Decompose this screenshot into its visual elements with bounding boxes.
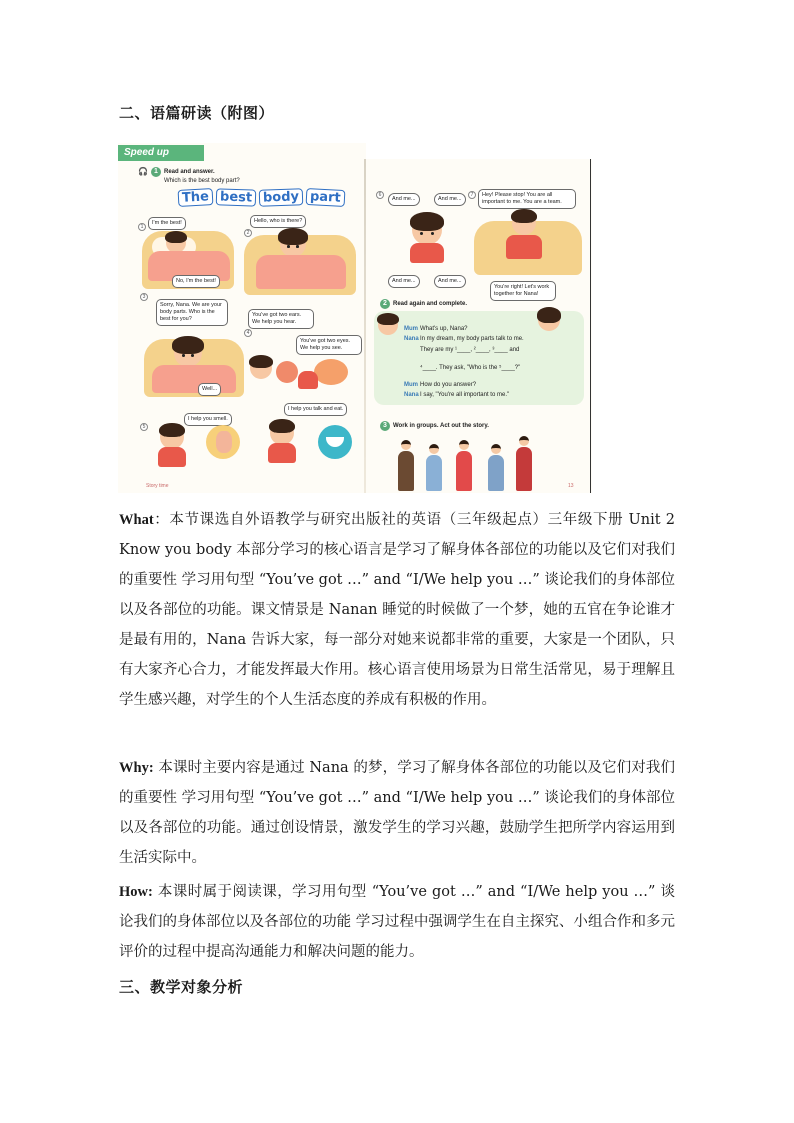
- story-title: [178, 189, 345, 206]
- dialogue-line: In my dream, my body parts talk to me.: [420, 336, 524, 342]
- dialogue-speaker: Nana: [404, 392, 419, 398]
- title-word: best: [216, 188, 257, 206]
- dialogue-line: ⁴____. They ask, "Who is the ⁵____?": [420, 365, 521, 371]
- panel-number: 4: [244, 329, 252, 337]
- student-figure: [516, 447, 532, 491]
- dialogue-line: I say, "You're all important to me.": [420, 392, 510, 398]
- dialogue-speaker: Mum: [404, 326, 418, 332]
- nana-covering-ears: [412, 215, 442, 245]
- panel-number: 3: [140, 293, 148, 301]
- panel-number: 5: [140, 423, 148, 431]
- students-acting-photo: [396, 437, 546, 491]
- page-border-line: [590, 159, 591, 493]
- paragraph-label-what: What: [119, 512, 154, 528]
- step1-question: Which is the best body part?: [164, 178, 240, 184]
- mum-avatar: [538, 309, 560, 331]
- speech-bubble: Hello, who is there?: [250, 215, 306, 228]
- step2-instruction: Read again and complete.: [393, 301, 468, 307]
- speech-bubble: Hey! Please stop! You are all important to me. You are a team.: [478, 189, 576, 209]
- student-figure: [488, 455, 504, 491]
- nana-reading: [298, 371, 318, 389]
- step3-instruction: Work in groups. Act out the story.: [393, 423, 489, 429]
- dialogue-speaker: Nana: [404, 336, 419, 342]
- title-word: part: [306, 188, 346, 207]
- eyes-character: [314, 359, 348, 385]
- footer-story-time: Story time: [146, 483, 169, 489]
- speech-bubble: And me...: [388, 275, 420, 288]
- speech-bubble: I help you smell.: [184, 413, 232, 426]
- nana-eating: [270, 421, 294, 445]
- speech-bubble: You've got two ears. We help you hear.: [248, 309, 314, 329]
- paragraph-text-how: 本课时属于阅读课，学习用句型 “You’ve got …” and “I/We help you …” 谈论我们的身体部位以及各部位的功能 学习过程中强调学生在自主探究、小组合作和多元评价的过程中提高沟通能力和解决问题的能力。: [119, 884, 675, 960]
- step-number-3: 3: [380, 421, 390, 431]
- student-figure: [456, 451, 472, 491]
- student-figure: [398, 451, 414, 491]
- paragraph-text-why: 本课时主要内容是通过 Nana 的梦，学习了解身体各部位的功能以及它们对我们的重要性 学习用句型 “You’ve got …” and “I/We help you …” 谈论我们的身体部位以及各部位的功能。通过创设情景，激发学生的学习兴趣，鼓励学生把所学内容运用到生活实际中。: [119, 760, 675, 866]
- textbook-figure: [118, 143, 592, 493]
- speech-bubble: I help you talk and eat.: [284, 403, 347, 416]
- blanket-illustration: [152, 365, 236, 393]
- step-number-1: 1: [151, 167, 161, 177]
- dialogue-speaker: Mum: [404, 382, 418, 388]
- book-spine: [364, 159, 366, 493]
- nana-thinking: [174, 339, 202, 367]
- nana-body: [158, 447, 186, 467]
- nana-standing: [512, 211, 536, 235]
- paragraph-text-what: ：本节课选自外语教学与研究出版社的英语（三年级起点）三年级下册 Unit 2 Know you body 本部分学习的核心语言是学习了解身体各部位的功能以及它们对我们的重要性 学习用句型 “You’ve got …” and “I/We help you …” 谈论我们的身体部位以及各部位的功能。课文情景是 Nanan 睡觉的时候做了一个梦，她的五官在争论谁才是最有用的，Nana 告诉大家，每一部分对她来说都非常的重要，大家是一个团队，只有大家齐心合力，才能发挥最大作用。核心语言使用场景为日常生活常见，易于理解且学生感兴趣，对学生的个人生活态度的养成有积极的作用。: [119, 512, 675, 708]
- speech-bubble: Sorry, Nana. We are your body parts. Who is the best for you?: [156, 299, 228, 326]
- title-word: body: [259, 188, 304, 207]
- paragraph-label-why: Why:: [119, 760, 154, 776]
- step-number-2: 2: [380, 299, 390, 309]
- nana-body: [268, 443, 296, 463]
- page-number: 13: [568, 483, 574, 489]
- paragraph-how: [119, 877, 675, 967]
- nana-sleeping: [166, 233, 186, 253]
- nana-listening: [250, 357, 272, 379]
- dialogue-line: What's up, Nana?: [420, 326, 468, 332]
- step1-instruction: Read and answer.: [164, 169, 215, 175]
- panel-number: 7: [468, 191, 476, 199]
- nana-body: [410, 243, 444, 263]
- nana-body: [506, 235, 542, 259]
- speech-bubble: Well...: [198, 383, 221, 396]
- dialogue-line: They are my ¹____, ²____, ³____ and: [420, 347, 520, 353]
- panel-number: 2: [244, 229, 252, 237]
- panel-number: 6: [376, 191, 384, 199]
- speech-bubble: You're right! Let's work together for Nana!: [490, 281, 556, 301]
- section-heading-text-analysis: 二、语篇研读（附图）: [119, 104, 275, 122]
- nose-character: [216, 431, 232, 453]
- headphone-icon: 🎧: [138, 167, 148, 176]
- student-figure: [426, 455, 442, 491]
- blanket-illustration: [256, 255, 346, 289]
- speed-up-tab: Speed up: [118, 145, 204, 161]
- speech-bubble: I'm the best!: [148, 217, 186, 230]
- paragraph-why: [119, 753, 675, 873]
- title-word: The: [178, 188, 214, 207]
- ear-character: [276, 361, 298, 383]
- nana-smelling: [160, 425, 184, 449]
- speech-bubble: And me...: [434, 193, 466, 206]
- paragraph-what: [119, 505, 675, 715]
- panel-number: 1: [138, 223, 146, 231]
- nana-avatar: [378, 315, 398, 335]
- speech-bubble: You've got two eyes. We help you see.: [296, 335, 362, 355]
- section-heading-student-analysis: 三、教学对象分析: [119, 978, 244, 996]
- nana-waking: [280, 231, 306, 257]
- speech-bubble: No, I'm the best!: [172, 275, 220, 288]
- paragraph-label-how: How:: [119, 884, 153, 900]
- dialogue-line: How do you answer?: [420, 382, 477, 388]
- speech-bubble: And me...: [434, 275, 466, 288]
- speech-bubble: And me...: [388, 193, 420, 206]
